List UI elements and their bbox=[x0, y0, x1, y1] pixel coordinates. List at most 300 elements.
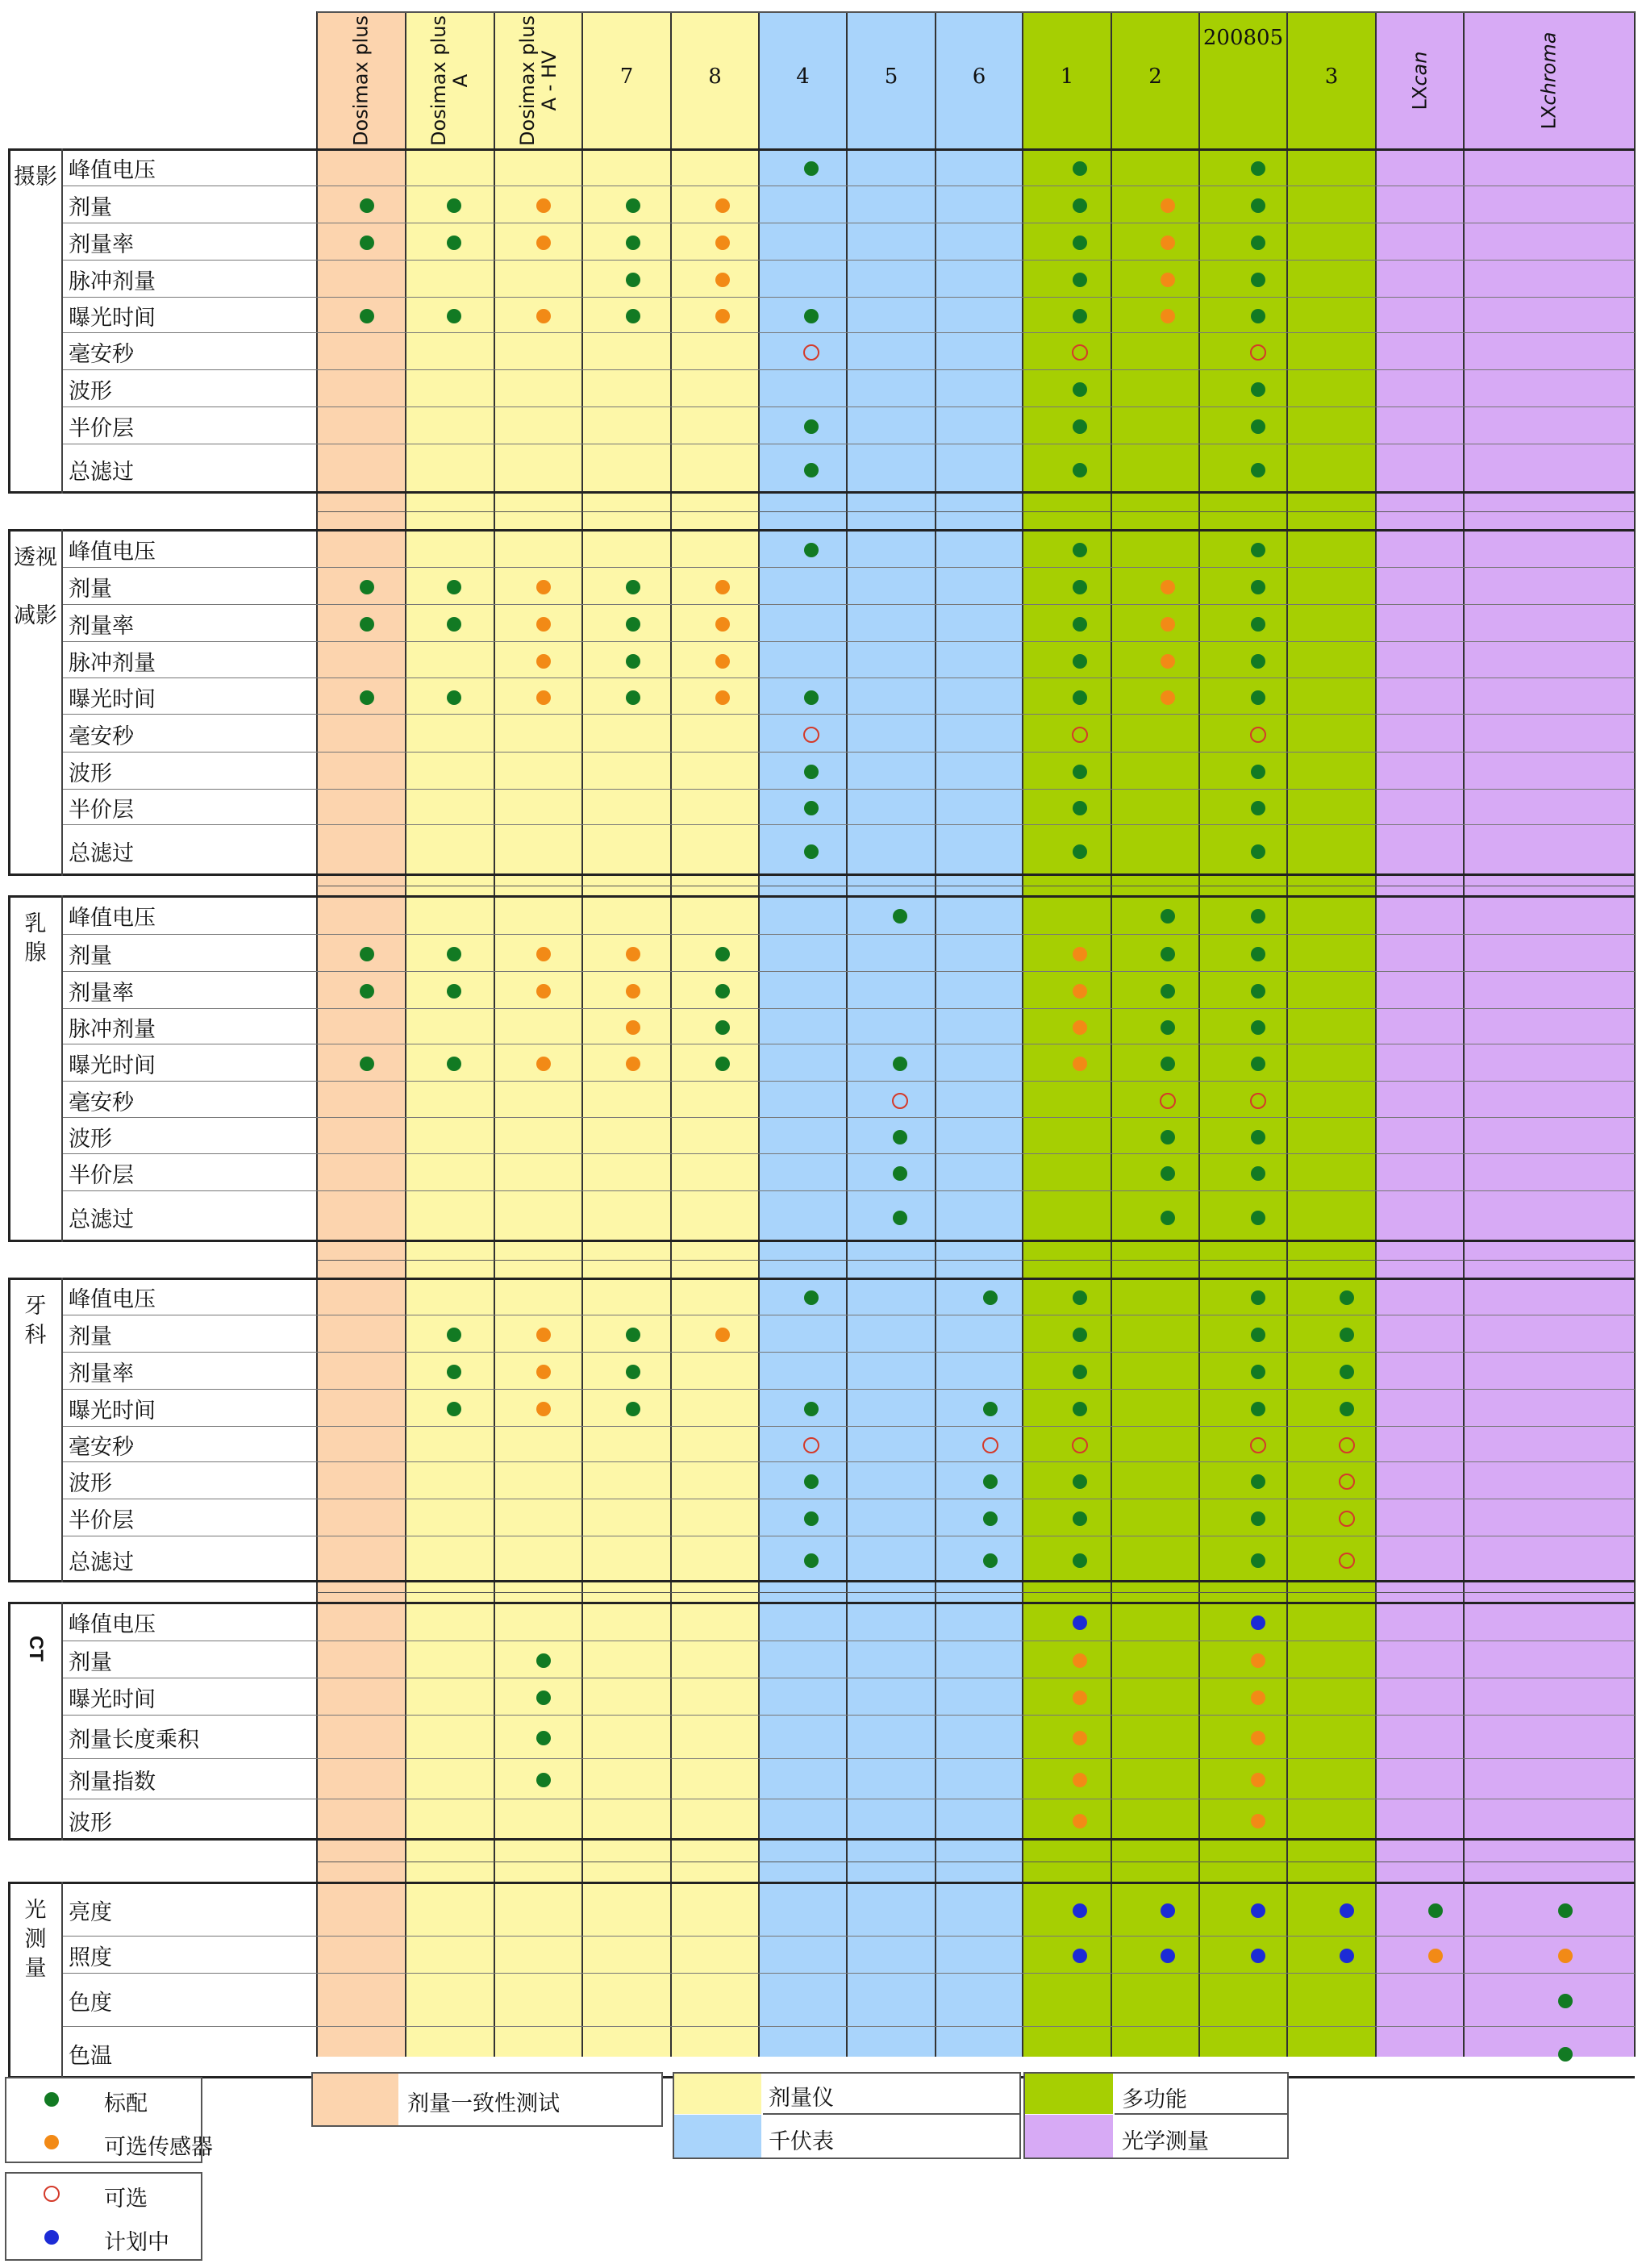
mark-0-7-5 bbox=[804, 419, 819, 434]
legend-label-dosimeter: 剂量仪 bbox=[769, 2086, 834, 2111]
mark-3-1-1 bbox=[447, 1328, 461, 1342]
row-label-cn-0-5: 毫安秒 bbox=[69, 342, 134, 367]
mark-0-1-4 bbox=[715, 198, 730, 213]
row-divider-1-1 bbox=[63, 567, 1635, 568]
row-divider-3-2 bbox=[63, 1352, 1635, 1353]
mark-2-5-10 bbox=[1250, 1093, 1266, 1109]
mark-3-4-10 bbox=[1250, 1437, 1266, 1453]
mark-2-4-9 bbox=[1161, 1057, 1175, 1071]
section-title-divider-0 bbox=[61, 148, 63, 494]
mark-1-2-9 bbox=[1161, 617, 1175, 632]
column-header-label-2: Dosimax plus A - HV bbox=[515, 15, 561, 146]
row-label-cn-5-0: 亮度 bbox=[69, 1899, 112, 1925]
mark-0-0-5 bbox=[804, 161, 819, 176]
mark-3-3-7 bbox=[983, 1402, 998, 1416]
section-title-divider-5 bbox=[61, 1882, 63, 2078]
column-header-label-1: Dosimax plus A bbox=[427, 15, 472, 146]
row-label-cn-4-4: 剂量指数 bbox=[69, 1770, 156, 1795]
mark-0-4-2 bbox=[536, 309, 551, 323]
mark-1-5-10 bbox=[1250, 727, 1266, 743]
legend-label-optional-sensor: 可选传感器 bbox=[104, 2135, 213, 2160]
row-divider-2-6 bbox=[63, 1117, 1635, 1118]
legend-swatch-multifunction bbox=[1025, 2074, 1113, 2114]
mark-3-0-5 bbox=[804, 1290, 819, 1305]
mark-2-3-8 bbox=[1073, 1020, 1087, 1035]
mark-3-3-10 bbox=[1251, 1402, 1265, 1416]
row-label-cn-5-1: 照度 bbox=[69, 1945, 112, 1970]
mark-0-4-3 bbox=[626, 309, 640, 323]
mark-1-2-1 bbox=[447, 617, 461, 632]
legend-swatch-dosimeter bbox=[674, 2074, 761, 2114]
legend-dot-optional bbox=[44, 2186, 60, 2202]
mark-0-3-9 bbox=[1161, 273, 1175, 287]
legend-swatch-optical bbox=[1025, 2115, 1113, 2158]
mark-1-1-2 bbox=[536, 580, 551, 594]
mark-2-6-6 bbox=[893, 1130, 907, 1144]
mark-3-1-8 bbox=[1073, 1328, 1087, 1342]
row-divider-0-7 bbox=[63, 406, 1635, 407]
mark-2-1-10 bbox=[1251, 947, 1265, 961]
row-label-cn-2-4: 曝光时间 bbox=[69, 1053, 156, 1078]
mark-1-2-2 bbox=[536, 617, 551, 632]
mark-4-0-8 bbox=[1073, 1616, 1087, 1630]
mark-2-8-10 bbox=[1251, 1211, 1265, 1225]
row-label-cn-1-2: 剂量率 bbox=[69, 614, 134, 639]
mark-3-3-11 bbox=[1340, 1402, 1354, 1416]
mark-4-1-10 bbox=[1251, 1653, 1265, 1668]
row-divider-1-7 bbox=[63, 789, 1635, 790]
column-header-label-9: 2 bbox=[1148, 65, 1162, 89]
row-label-cn-3-4: 毫安秒 bbox=[69, 1435, 134, 1460]
legend-swatch-kv-meter bbox=[674, 2115, 761, 2158]
mark-1-6-10 bbox=[1251, 765, 1265, 779]
mark-1-8-5 bbox=[804, 844, 819, 859]
mark-3-6-11 bbox=[1339, 1511, 1355, 1527]
mark-4-1-8 bbox=[1073, 1653, 1087, 1668]
mark-3-3-8 bbox=[1073, 1402, 1087, 1416]
mark-1-8-10 bbox=[1251, 844, 1265, 859]
mark-0-4-0 bbox=[360, 309, 374, 323]
legend-dot-standard bbox=[44, 2092, 59, 2107]
row-label-cn-4-2: 曝光时间 bbox=[69, 1687, 156, 1712]
section-title-divider-4 bbox=[61, 1602, 63, 1841]
mark-2-6-9 bbox=[1161, 1130, 1175, 1144]
row-divider-3-3 bbox=[63, 1389, 1635, 1390]
mark-0-4-4 bbox=[715, 309, 730, 323]
mark-1-4-4 bbox=[715, 690, 730, 705]
legend-label-kv-meter: 千伏表 bbox=[769, 2129, 834, 2154]
row-divider-2-2 bbox=[63, 971, 1635, 972]
row-divider-5-1 bbox=[63, 1936, 1635, 1937]
mark-3-7-8 bbox=[1073, 1553, 1087, 1568]
mark-3-6-5 bbox=[804, 1511, 819, 1526]
mark-0-4-1 bbox=[447, 309, 461, 323]
mark-0-5-5 bbox=[803, 344, 819, 361]
mark-2-4-2 bbox=[536, 1057, 551, 1071]
legend-dot-optional-sensor bbox=[44, 2135, 59, 2149]
mark-5-1-12 bbox=[1428, 1949, 1443, 1963]
mark-3-2-1 bbox=[447, 1365, 461, 1379]
mark-0-0-10 bbox=[1251, 161, 1265, 176]
row-label-cn-0-3: 脉冲剂量 bbox=[69, 269, 156, 294]
mark-4-5-10 bbox=[1251, 1814, 1265, 1828]
column-header-label-4: 8 bbox=[708, 65, 722, 89]
mark-1-0-10 bbox=[1251, 543, 1265, 557]
row-divider-1-3 bbox=[63, 641, 1635, 642]
mark-1-2-10 bbox=[1251, 617, 1265, 632]
section-box-5 bbox=[8, 1882, 1635, 2078]
legend-dot-planned bbox=[44, 2230, 59, 2245]
mark-0-1-0 bbox=[360, 198, 374, 213]
mark-2-2-10 bbox=[1251, 984, 1265, 999]
mark-0-2-2 bbox=[536, 236, 551, 250]
mark-3-6-7 bbox=[983, 1511, 998, 1526]
mark-1-7-8 bbox=[1073, 801, 1087, 815]
mark-3-6-8 bbox=[1073, 1511, 1087, 1526]
mark-3-1-10 bbox=[1251, 1328, 1265, 1342]
column-header-6 bbox=[847, 15, 936, 147]
column-header-label-0: Dosimax plus bbox=[349, 15, 373, 146]
mark-2-1-4 bbox=[715, 947, 730, 961]
mark-3-0-7 bbox=[983, 1290, 998, 1305]
mark-2-4-10 bbox=[1251, 1057, 1265, 1071]
mark-0-8-5 bbox=[804, 463, 819, 477]
mark-5-1-9 bbox=[1161, 1949, 1175, 1963]
mark-3-2-11 bbox=[1340, 1365, 1354, 1379]
mark-0-2-3 bbox=[626, 236, 640, 250]
mark-0-2-0 bbox=[360, 236, 374, 250]
mark-3-3-2 bbox=[536, 1402, 551, 1416]
mark-1-0-8 bbox=[1073, 543, 1087, 557]
section-gap-line-0 bbox=[317, 511, 1635, 512]
section-gap-line-3 bbox=[317, 1592, 1635, 1593]
mark-0-6-10 bbox=[1251, 382, 1265, 397]
row-label-cn-5-3: 色温 bbox=[69, 2043, 112, 2069]
mark-3-2-2 bbox=[536, 1365, 551, 1379]
row-label-cn-2-5: 毫安秒 bbox=[69, 1090, 134, 1115]
mark-2-3-9 bbox=[1161, 1020, 1175, 1035]
mark-2-1-1 bbox=[447, 947, 461, 961]
row-label-cn-3-7: 总滤过 bbox=[69, 1550, 134, 1575]
column-header-label-11: 3 bbox=[1324, 65, 1339, 89]
mark-2-7-6 bbox=[893, 1166, 907, 1181]
mark-0-6-8 bbox=[1073, 382, 1087, 397]
mark-0-8-8 bbox=[1073, 463, 1087, 477]
row-label-cn-1-6: 波形 bbox=[69, 761, 112, 786]
mark-2-0-6 bbox=[893, 909, 907, 923]
mark-1-3-10 bbox=[1251, 654, 1265, 669]
row-label-cn-4-3: 剂量长度乘积 bbox=[69, 1728, 199, 1753]
mark-1-1-9 bbox=[1161, 580, 1175, 594]
column-header-10 bbox=[1199, 15, 1287, 147]
mark-3-2-8 bbox=[1073, 1365, 1087, 1379]
mark-1-2-4 bbox=[715, 617, 730, 632]
mark-5-0-8 bbox=[1073, 1903, 1087, 1918]
column-header-3 bbox=[582, 15, 671, 147]
mark-1-4-2 bbox=[536, 690, 551, 705]
section-title-4: CT bbox=[25, 1636, 47, 1661]
mark-3-5-5 bbox=[804, 1474, 819, 1489]
mark-4-5-8 bbox=[1073, 1814, 1087, 1828]
mark-3-0-11 bbox=[1340, 1290, 1354, 1305]
column-header-5 bbox=[759, 15, 847, 147]
mark-5-1-11 bbox=[1340, 1949, 1354, 1963]
mark-2-1-8 bbox=[1073, 947, 1087, 961]
mark-2-0-10 bbox=[1251, 909, 1265, 923]
row-divider-4-3 bbox=[63, 1715, 1635, 1716]
mark-1-3-2 bbox=[536, 654, 551, 669]
mark-5-0-10 bbox=[1251, 1903, 1265, 1918]
mark-0-2-8 bbox=[1073, 236, 1087, 250]
row-divider-0-3 bbox=[63, 260, 1635, 261]
mark-3-5-11 bbox=[1339, 1474, 1355, 1490]
mark-0-1-10 bbox=[1251, 198, 1265, 213]
mark-3-0-8 bbox=[1073, 1290, 1087, 1305]
row-label-cn-0-6: 波形 bbox=[69, 379, 112, 404]
row-label-cn-0-4: 曝光时间 bbox=[69, 306, 156, 331]
mark-4-4-10 bbox=[1251, 1773, 1265, 1787]
mark-3-1-2 bbox=[536, 1328, 551, 1342]
mark-0-1-2 bbox=[536, 198, 551, 213]
row-divider-3-4 bbox=[63, 1426, 1635, 1427]
column-header-label-6: 5 bbox=[884, 65, 898, 89]
mark-5-1-13 bbox=[1558, 1949, 1573, 1963]
column-header-4 bbox=[671, 15, 759, 147]
column-header-label-5: 4 bbox=[796, 65, 810, 89]
mark-0-3-10 bbox=[1251, 273, 1265, 287]
legend-swatch-dose-consistency bbox=[313, 2074, 398, 2125]
section-gap-line-2 bbox=[317, 1260, 1635, 1261]
mark-3-3-3 bbox=[626, 1402, 640, 1416]
mark-0-2-4 bbox=[715, 236, 730, 250]
mark-3-2-3 bbox=[626, 1365, 640, 1379]
column-header-extra-10: 200805 bbox=[1202, 26, 1284, 50]
row-divider-1-8 bbox=[63, 824, 1635, 825]
mark-0-3-4 bbox=[715, 273, 730, 287]
column-header-13 bbox=[1464, 15, 1635, 147]
mark-5-3-13 bbox=[1558, 2047, 1573, 2062]
column-header-label-8: 1 bbox=[1060, 65, 1074, 89]
mark-2-7-9 bbox=[1161, 1166, 1175, 1181]
row-label-cn-1-0: 峰值电压 bbox=[69, 539, 156, 565]
column-header-label-13: LXchroma bbox=[1537, 31, 1561, 130]
row-label-cn-4-5: 波形 bbox=[69, 1811, 112, 1836]
mark-1-3-9 bbox=[1161, 654, 1175, 669]
mark-1-6-8 bbox=[1073, 765, 1087, 779]
mark-3-1-3 bbox=[626, 1328, 640, 1342]
row-divider-1-4 bbox=[63, 677, 1635, 678]
mark-1-7-5 bbox=[804, 801, 819, 815]
column-header-8 bbox=[1023, 15, 1111, 147]
row-divider-2-5 bbox=[63, 1081, 1635, 1082]
mark-2-5-6 bbox=[892, 1093, 908, 1109]
mark-2-4-8 bbox=[1073, 1057, 1087, 1071]
row-divider-1-6 bbox=[63, 752, 1635, 753]
row-label-cn-3-0: 峰值电压 bbox=[69, 1287, 156, 1312]
mark-5-1-8 bbox=[1073, 1949, 1087, 1963]
mark-2-2-9 bbox=[1161, 984, 1175, 999]
mark-0-5-8 bbox=[1072, 344, 1088, 361]
row-label-cn-4-1: 剂量 bbox=[69, 1650, 112, 1675]
column-header-label-7: 6 bbox=[972, 65, 986, 89]
mark-1-5-8 bbox=[1072, 727, 1088, 743]
row-label-cn-2-1: 剂量 bbox=[69, 944, 112, 969]
row-label-cn-3-2: 剂量率 bbox=[69, 1361, 134, 1386]
mark-1-3-3 bbox=[626, 654, 640, 669]
mark-1-4-1 bbox=[447, 690, 461, 705]
mark-1-7-10 bbox=[1251, 801, 1265, 815]
mark-1-4-3 bbox=[626, 690, 640, 705]
mark-2-2-3 bbox=[626, 984, 640, 999]
mark-1-3-8 bbox=[1073, 654, 1087, 669]
mark-1-5-5 bbox=[803, 727, 819, 743]
mark-5-2-13 bbox=[1558, 1994, 1573, 2008]
section-title-0: 摄影 bbox=[14, 165, 57, 190]
row-label-cn-5-2: 色度 bbox=[69, 1991, 112, 2016]
mark-2-4-6 bbox=[893, 1057, 907, 1071]
mark-0-2-9 bbox=[1161, 236, 1175, 250]
mark-5-0-11 bbox=[1340, 1903, 1354, 1918]
mark-1-2-0 bbox=[360, 617, 374, 632]
row-label-cn-2-6: 波形 bbox=[69, 1126, 112, 1152]
mark-4-4-2 bbox=[536, 1773, 551, 1787]
mark-1-2-8 bbox=[1073, 617, 1087, 632]
column-header-label-12: LXcan bbox=[1408, 51, 1431, 110]
row-label-cn-2-3: 脉冲剂量 bbox=[69, 1017, 156, 1042]
legend-label-standard: 标配 bbox=[104, 2091, 148, 2116]
row-label-cn-1-4: 曝光时间 bbox=[69, 686, 156, 712]
mark-3-1-4 bbox=[715, 1328, 730, 1342]
row-label-cn-1-5: 毫安秒 bbox=[69, 723, 134, 749]
row-label-cn-4-0: 峰值电压 bbox=[69, 1612, 156, 1637]
column-header-7 bbox=[936, 15, 1023, 147]
mark-4-2-10 bbox=[1251, 1691, 1265, 1705]
mark-0-5-10 bbox=[1250, 344, 1266, 361]
mark-3-3-1 bbox=[447, 1402, 461, 1416]
mark-0-1-1 bbox=[447, 198, 461, 213]
row-divider-0-4 bbox=[63, 297, 1635, 298]
mark-0-3-8 bbox=[1073, 273, 1087, 287]
row-divider-1-2 bbox=[63, 604, 1635, 605]
legend-label-multifunction: 多功能 bbox=[1122, 2087, 1187, 2112]
mark-3-0-10 bbox=[1251, 1290, 1265, 1305]
row-label-cn-2-8: 总滤过 bbox=[69, 1207, 134, 1232]
mark-1-1-4 bbox=[715, 580, 730, 594]
row-divider-2-8 bbox=[63, 1190, 1635, 1191]
mark-1-4-0 bbox=[360, 690, 374, 705]
mark-3-7-7 bbox=[983, 1553, 998, 1568]
mark-1-3-4 bbox=[715, 654, 730, 669]
mark-0-4-9 bbox=[1161, 309, 1175, 323]
row-label-cn-3-6: 半价层 bbox=[69, 1508, 134, 1533]
mark-4-0-10 bbox=[1251, 1616, 1265, 1630]
row-label-cn-1-7: 半价层 bbox=[69, 798, 134, 823]
mark-0-4-10 bbox=[1251, 309, 1265, 323]
row-divider-1-5 bbox=[63, 714, 1635, 715]
mark-5-0-12 bbox=[1428, 1903, 1443, 1918]
mark-1-1-3 bbox=[626, 580, 640, 594]
mark-0-1-8 bbox=[1073, 198, 1087, 213]
column-header-0 bbox=[317, 15, 406, 147]
row-label-cn-2-2: 剂量率 bbox=[69, 981, 134, 1006]
row-label-cn-1-8: 总滤过 bbox=[69, 841, 134, 866]
mark-3-1-11 bbox=[1340, 1328, 1354, 1342]
row-label-cn-3-5: 波形 bbox=[69, 1471, 112, 1496]
mark-0-4-8 bbox=[1073, 309, 1087, 323]
mark-2-2-1 bbox=[447, 984, 461, 999]
row-label-cn-1-1: 剂量 bbox=[69, 577, 112, 602]
mark-1-4-5 bbox=[804, 690, 819, 705]
mark-3-7-5 bbox=[804, 1553, 819, 1568]
mark-4-1-2 bbox=[536, 1653, 551, 1668]
mark-0-7-8 bbox=[1073, 419, 1087, 434]
legend-divider bbox=[763, 2113, 1019, 2115]
mark-2-1-9 bbox=[1161, 947, 1175, 961]
mark-3-2-10 bbox=[1251, 1365, 1265, 1379]
row-divider-2-3 bbox=[63, 1008, 1635, 1009]
mark-0-7-10 bbox=[1251, 419, 1265, 434]
row-label-cn-2-7: 半价层 bbox=[69, 1163, 134, 1188]
section-title-2: 乳 腺 bbox=[24, 911, 47, 965]
mark-4-2-2 bbox=[536, 1691, 551, 1705]
mark-3-4-11 bbox=[1339, 1437, 1355, 1453]
row-divider-0-5 bbox=[63, 332, 1635, 333]
mark-2-1-3 bbox=[626, 947, 640, 961]
row-label-cn-2-0: 峰值电压 bbox=[69, 906, 156, 931]
mark-1-1-8 bbox=[1073, 580, 1087, 594]
section-title-5: 光 测 量 bbox=[24, 1898, 47, 1981]
legend-divider-2 bbox=[1115, 2113, 1287, 2115]
mark-4-3-8 bbox=[1073, 1731, 1087, 1745]
row-label-cn-0-1: 剂量 bbox=[69, 195, 112, 220]
mark-5-1-10 bbox=[1251, 1949, 1265, 1963]
row-label-cn-0-0: 峰值电压 bbox=[69, 158, 156, 183]
mark-2-3-3 bbox=[626, 1020, 640, 1035]
mark-3-4-8 bbox=[1072, 1437, 1088, 1453]
column-header-11 bbox=[1287, 15, 1376, 147]
mark-2-5-9 bbox=[1160, 1093, 1176, 1109]
mark-2-4-1 bbox=[447, 1057, 461, 1071]
legend-label-dose-consistency: 剂量一致性测试 bbox=[407, 2091, 560, 2116]
mark-1-4-8 bbox=[1073, 690, 1087, 705]
mark-2-2-4 bbox=[715, 984, 730, 999]
mark-4-3-2 bbox=[536, 1731, 551, 1745]
mark-3-4-7 bbox=[982, 1437, 998, 1453]
mark-2-2-2 bbox=[536, 984, 551, 999]
row-label-cn-3-1: 剂量 bbox=[69, 1324, 112, 1349]
mark-1-6-5 bbox=[804, 765, 819, 779]
mark-2-8-9 bbox=[1161, 1211, 1175, 1225]
row-divider-4-4 bbox=[63, 1758, 1635, 1759]
mark-0-2-10 bbox=[1251, 236, 1265, 250]
row-divider-2-7 bbox=[63, 1153, 1635, 1154]
column-header-label-3: 7 bbox=[619, 65, 634, 89]
mark-3-6-10 bbox=[1251, 1511, 1265, 1526]
mark-2-0-9 bbox=[1161, 909, 1175, 923]
mark-0-3-3 bbox=[626, 273, 640, 287]
mark-3-5-7 bbox=[983, 1474, 998, 1489]
legend-label-planned: 计划中 bbox=[104, 2230, 169, 2255]
mark-3-5-8 bbox=[1073, 1474, 1087, 1489]
row-divider-2-1 bbox=[63, 934, 1635, 935]
mark-3-5-10 bbox=[1251, 1474, 1265, 1489]
section-title-3: 牙 科 bbox=[24, 1294, 47, 1348]
row-label-cn-1-3: 脉冲剂量 bbox=[69, 650, 156, 676]
row-label-cn-0-2: 剂量率 bbox=[69, 232, 134, 257]
section-title-divider-3 bbox=[61, 1278, 63, 1582]
mark-2-2-0 bbox=[360, 984, 374, 999]
mark-2-1-2 bbox=[536, 947, 551, 961]
